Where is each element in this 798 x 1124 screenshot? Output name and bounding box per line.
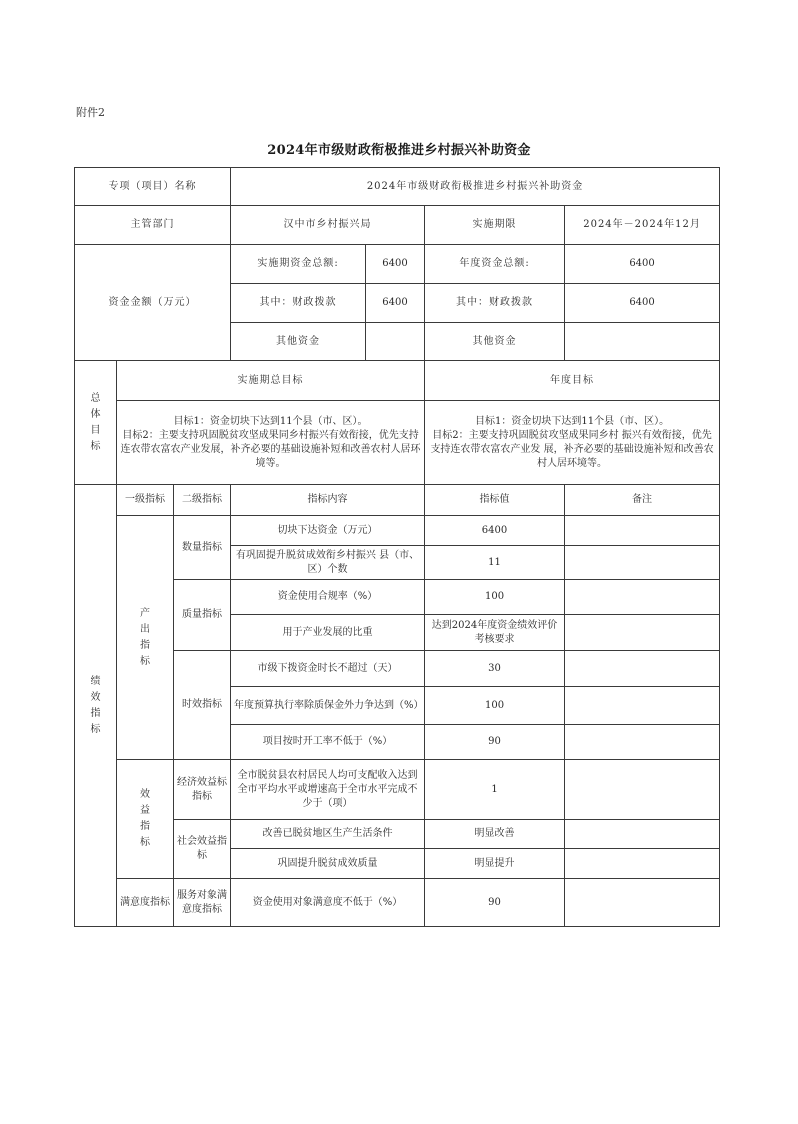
- content-header: 指标内容: [231, 485, 425, 516]
- economic-benefit-label: 经济效益标指标: [174, 760, 231, 820]
- indicator-note: [565, 879, 720, 927]
- indicator-content: 巩固提升脱贫成效质量: [231, 849, 425, 879]
- indicator-note: [565, 725, 720, 760]
- indicator-content: 用于产业发展的比重: [231, 615, 425, 651]
- period-goal-text: 目标1：资金切块下达到11个县（市、区）。 目标2：主要支持巩固脱贫攻坚成果同乡村振兴有效衔接，优先支持连农带农富农产业发展，补齐必要的基础设施补短和改善农村人居环境等。: [117, 401, 425, 485]
- level1-header: 一级指标: [117, 485, 174, 516]
- indicator-content: 切块下达资金（万元）: [231, 516, 425, 546]
- indicator-note: [565, 580, 720, 615]
- indicator-note: [565, 849, 720, 879]
- indicator-value: 11: [425, 546, 565, 580]
- annual-funds-value: 6400: [565, 245, 720, 284]
- level2-header: 二级指标: [174, 485, 231, 516]
- annual-funds-label: 年度资金总额:: [425, 245, 565, 284]
- attachment-label: 附件2: [76, 106, 105, 119]
- annual-goal-text: 目标1：资金切块下达到11个县（市、区）。 目标2：主要支持巩固脱贫攻坚成果同乡村 振兴有效衔接，优先支持连农带农富农产业发 展，补齐必要的基础设施补短和改善农村人居环境等。: [425, 401, 720, 485]
- project-name-value: 2024年市级财政衔极推进乡村振兴补助资金: [231, 168, 720, 206]
- indicator-value: 30: [425, 651, 565, 687]
- indicator-content: 年度预算执行率除质保金外力争达到（%）: [231, 687, 425, 725]
- funds-label: 资金金额（万元）: [75, 245, 231, 361]
- satisfaction-indicators-label: 满意度指标: [117, 879, 174, 927]
- fiscal-funds-label: 其中：财政拨款: [231, 284, 366, 323]
- indicator-value: 100: [425, 580, 565, 615]
- indicator-content: 全市脱贫县农村居民人均可支配收入达到全市平均水平或增速高于全市水平完成不少于（项）: [231, 760, 425, 820]
- indicator-value: 1: [425, 760, 565, 820]
- total-funds-value: 6400: [366, 245, 425, 284]
- indicator-note: [565, 615, 720, 651]
- period-value: 2024年－2024年12月: [565, 206, 720, 245]
- project-name-label: 专项（项目）名称: [75, 168, 231, 206]
- indicator-value: 90: [425, 879, 565, 927]
- period-label: 实施期限: [425, 206, 565, 245]
- indicator-content: 资金使用合规率（%）: [231, 580, 425, 615]
- social-benefit-label: 社会效益指标: [174, 820, 231, 879]
- annual-fiscal-funds-label: 其中：财政拨款: [425, 284, 565, 323]
- indicator-value: 90: [425, 725, 565, 760]
- indicator-note: [565, 516, 720, 546]
- indicator-value: 100: [425, 687, 565, 725]
- indicator-note: [565, 820, 720, 849]
- quality-indicators-label: 质量指标: [174, 580, 231, 651]
- benefit-indicators-label: 效益指标: [117, 760, 174, 879]
- indicator-note: [565, 687, 720, 725]
- fiscal-funds-value: 6400: [366, 284, 425, 323]
- indicator-value: 6400: [425, 516, 565, 546]
- period-goal-header: 实施期总目标: [117, 361, 425, 401]
- department-label: 主管部门: [75, 206, 231, 245]
- indicator-content: 改善已脱贫地区生产生活条件: [231, 820, 425, 849]
- indicator-note: [565, 651, 720, 687]
- value-header: 指标值: [425, 485, 565, 516]
- other-funds-label: 其他资金: [231, 323, 366, 361]
- document-title: 2024年市级财政衔极推进乡村振兴补助资金: [267, 143, 531, 158]
- indicator-note: [565, 546, 720, 580]
- performance-indicators-label: 绩效指标: [75, 485, 117, 927]
- indicator-content: 市级下拨资金时长不超过（天）: [231, 651, 425, 687]
- service-satisfaction-label: 服务对象满意度指标: [174, 879, 231, 927]
- overall-goals-label: 总体目标: [75, 361, 117, 485]
- timeliness-indicators-label: 时效指标: [174, 651, 231, 760]
- annual-goal-header: 年度目标: [425, 361, 720, 401]
- annual-other-funds-label: 其他资金: [425, 323, 565, 361]
- indicator-content: 有巩固提升脱贫成效衔乡村振兴 县（市、区）个数: [231, 546, 425, 580]
- quantity-indicators-label: 数量指标: [174, 516, 231, 580]
- note-header: 备注: [565, 485, 720, 516]
- annual-other-funds-value: [565, 323, 720, 361]
- other-funds-value: [366, 323, 425, 361]
- indicator-note: [565, 760, 720, 820]
- indicator-content: 资金使用对象满意度不低于（%）: [231, 879, 425, 927]
- total-funds-label: 实施期资金总额:: [231, 245, 366, 284]
- output-indicators-label: 产出指标: [117, 516, 174, 760]
- budget-performance-table: [74, 167, 720, 927]
- annual-fiscal-funds-value: 6400: [565, 284, 720, 323]
- indicator-value: 达到2024年度资金绩效评价考核要求: [425, 615, 565, 651]
- indicator-value: 明显提升: [425, 849, 565, 879]
- indicator-content: 项目按时开工率不低于（%）: [231, 725, 425, 760]
- indicator-value: 明显改善: [425, 820, 565, 849]
- department-value: 汉中市乡村振兴局: [231, 206, 425, 245]
